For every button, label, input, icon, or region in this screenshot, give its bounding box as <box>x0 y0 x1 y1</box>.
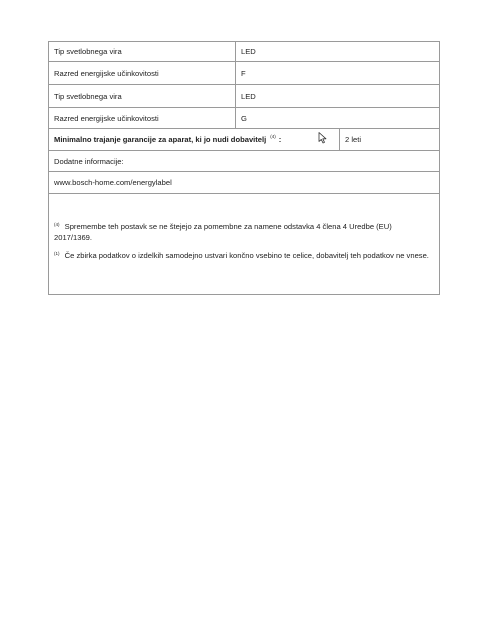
row-value: LED <box>235 42 439 61</box>
row-label: Tip svetlobnega vira <box>54 91 122 101</box>
footnote-marker: (4) <box>270 134 276 139</box>
mouse-pointer-icon <box>318 132 328 144</box>
table-row <box>49 62 439 85</box>
website-row <box>49 172 439 194</box>
product-info-sheet <box>48 41 440 295</box>
footnote <box>54 251 429 262</box>
row-value: LED <box>235 85 439 107</box>
guarantee-label: Minimalno trajanje garancije za aparat, ki jo nudi dobavitelj <box>54 135 267 144</box>
guarantee-value: 2 leti <box>339 129 439 150</box>
row-value: F <box>235 62 439 84</box>
additional-info-label: Dodatne informacije: <box>54 156 124 166</box>
row-label: Razred energijske učinkovitosti <box>54 113 159 123</box>
website-link[interactable]: www.bosch-home.com/energylabel <box>54 178 172 187</box>
table-row <box>49 108 439 129</box>
footnote-text: Če zbirka podatkov o izdelkih samodejno ustvari končno vsebino te celice, dobavitelj teh podatkov ne vnese. <box>64 251 429 260</box>
table-row <box>49 42 439 62</box>
footnote <box>54 222 429 243</box>
footnote-text: Spremembe teh postavk se ne štejejo za pomembne za namene odstavka 4 člena 4 Uredbe (EU) 2017/1369. <box>54 222 392 242</box>
guarantee-colon: : <box>278 135 282 144</box>
footnote-marker: (4) <box>54 222 60 227</box>
row-value: G <box>235 108 439 128</box>
row-label: Razred energijske učinkovitosti <box>54 68 159 78</box>
guarantee-row <box>49 129 439 151</box>
additional-info-row <box>49 151 439 172</box>
guarantee-label-cell <box>49 129 339 150</box>
footnote-marker: (1) <box>54 251 60 256</box>
row-label: Tip svetlobnega vira <box>54 47 122 56</box>
table-row <box>49 85 439 108</box>
